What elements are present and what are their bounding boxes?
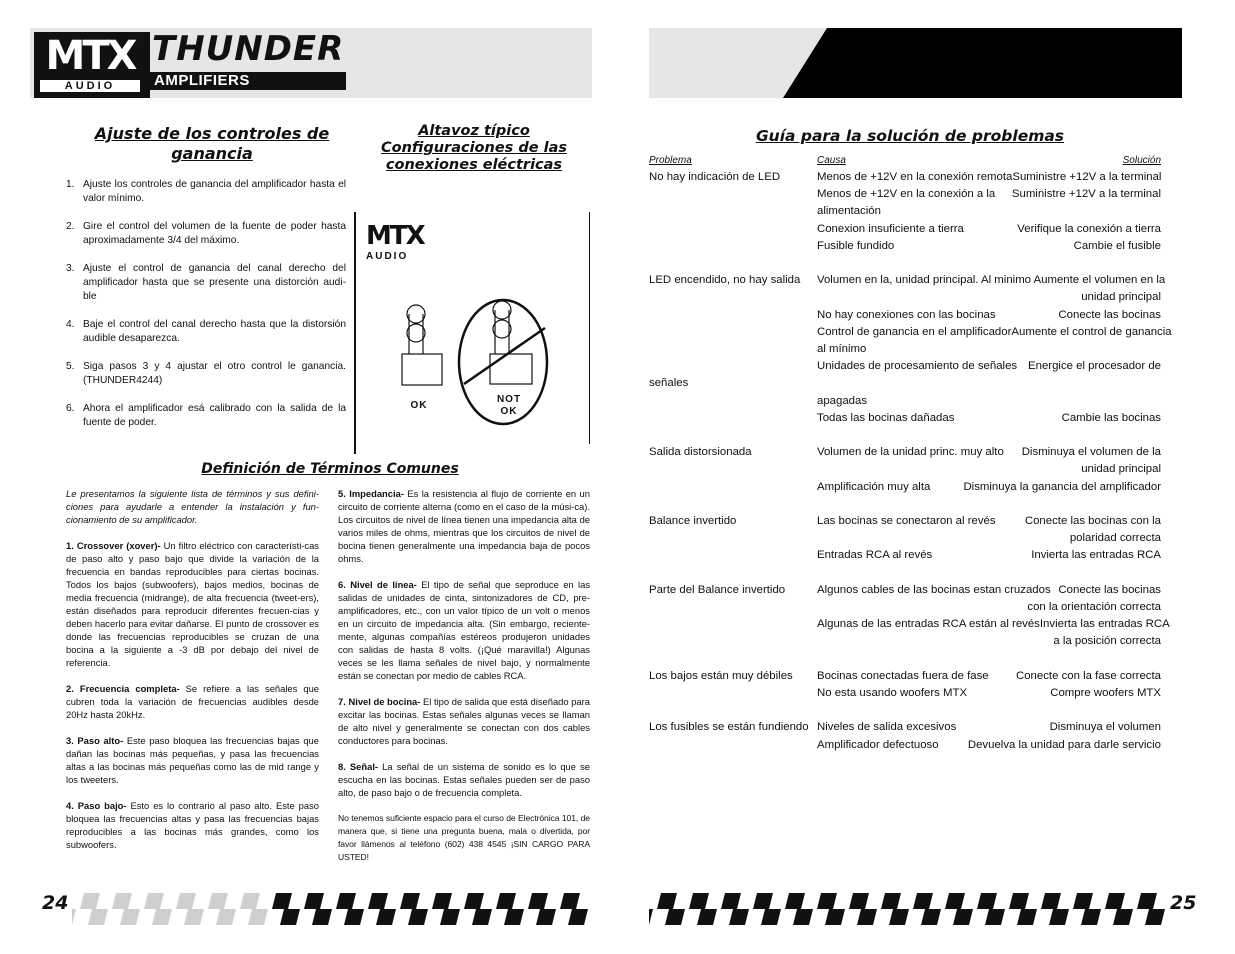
mtx-logo-audio: AUDIO xyxy=(40,80,140,92)
step-number: 5. xyxy=(66,361,75,372)
list-item xyxy=(66,318,346,346)
table-row xyxy=(649,272,1173,375)
term-head: 2. Frecuencia completa- xyxy=(66,683,180,694)
terms-section-title: Definición de Términos Comunes xyxy=(201,461,459,477)
cause-cell: Menos de +12V en la conexión a la xyxy=(817,188,996,201)
step-text: Ajuste los controles de ganancia del amplificador hasta el valor mínimo. xyxy=(83,179,346,204)
cause-cell: apagadas xyxy=(817,394,868,407)
problem-cell: Salida distorsionada xyxy=(649,446,752,459)
thunder-brand: THUNDER xyxy=(152,29,345,69)
troubleshooting-table xyxy=(649,152,1173,754)
gain-steps-list xyxy=(66,178,346,444)
problem-cell: señales xyxy=(649,377,689,390)
cause-cell: Algunos cables de las bocinas estan cruzados xyxy=(817,583,1051,596)
cause-cell: Conexion insuficiente a tierra xyxy=(817,222,964,235)
list-item xyxy=(66,178,346,206)
step-text: Baje el control del canal derecho hasta que la distorsión audible desaparezca. xyxy=(83,319,346,344)
step-text: Ajuste el control de ganancia del canal derecho del amplificador hasta que se presente una distorción audi-ble xyxy=(83,263,346,302)
solution-cell: con la orientación correcta xyxy=(1027,601,1161,614)
step-number: 2. xyxy=(66,221,75,232)
term-head: 4. Paso bajo- xyxy=(66,800,127,811)
step-number: 3. xyxy=(66,263,75,274)
gain-section-title: Ajuste de los controles de ganancia xyxy=(94,124,330,163)
list-item xyxy=(66,402,346,430)
closing-note: No tenemos suficiente espacio para el curso de Electrónica 101, de manera que, si tiene una pregunta buena, mala o divertida, por favor llámenos al teléfono (602) 438 4545 ¡SIN CARGO PARA USTED! xyxy=(338,813,590,862)
term-head: 6. Nivel de línea- xyxy=(338,579,417,590)
table-row xyxy=(649,393,1173,427)
header-black-wedge xyxy=(649,28,1182,98)
solution-cell: unidad principal xyxy=(1081,291,1161,304)
term-text: Este paso bloquea las frecuencias bajas que dañan las bocinas más pequeñas, y pasa las frecuencias altas a las bocinas más pequeñas como las de mid range y los tweeters. xyxy=(66,735,319,785)
term-text: Se refiere a las señales que cubren toda la variación de frecuencias audibles desde 20Hz hasta 20kHz. xyxy=(66,683,319,720)
list-item xyxy=(66,262,346,304)
cause-cell: No hay conexiones con las bocinas xyxy=(817,308,996,321)
problem-cell: LED encendido, no hay salida xyxy=(649,274,801,287)
ok-label: OK xyxy=(410,400,428,411)
solution-cell: Conecte las bocinas con la xyxy=(1024,515,1161,528)
problem-cell: Parte del Balance invertido xyxy=(649,583,786,596)
checkered-footer-left xyxy=(72,893,591,925)
solution-cell: Disminuya la ganancia del amplificador xyxy=(963,480,1161,493)
step-text: Siga pasos 3 y 4 ajustar el otro control le ganancia. (THUNDER4244) xyxy=(83,361,346,386)
solution-cell: Cambie el fusible xyxy=(1073,239,1161,252)
term-text: El tipo de señal que seproduce en las salidas de unidades de cinta, sintonizadores de CD, pre-amplificadores, etc., con un valor típico de un volt o menos en un circuito de impedancia alta. (Sin embargo, reciente-mente, algunas compañías estéreos produjeron unidades con salidas de hasta 8 volts. (¡Qué maravilla!) Algunas veces se les llama señales de nivel bajo, y normalmente están se conectan por medio de cables RCA. xyxy=(338,579,591,681)
term-item xyxy=(66,682,319,721)
term-head: 5. Impedancia- xyxy=(338,488,404,499)
term-item xyxy=(338,760,590,799)
ok-wiring xyxy=(402,305,442,385)
term-item xyxy=(338,487,590,565)
cause-cell: Amplificación muy alta xyxy=(817,480,931,493)
step-number: 6. xyxy=(66,403,75,414)
cause-cell: Entradas RCA al revés xyxy=(817,549,933,562)
speaker-section-title: Altavoz típico Configuraciones de las conexiones eléctricas xyxy=(381,123,567,173)
solution-cell: unidad principal xyxy=(1081,463,1161,476)
cause-cell: al mínimo xyxy=(817,343,867,356)
solution-cell: Disminuya el volumen xyxy=(1049,721,1161,734)
solution-cell: Verifique la conexión a tierra xyxy=(1017,222,1161,235)
term-head: 1. Crossover (xover)- xyxy=(66,540,161,551)
cause-cell: alimentación xyxy=(817,205,881,218)
right-header-band xyxy=(649,28,1182,98)
mtx-logo-text: MTX xyxy=(45,33,135,79)
solution-cell: Cambie las bocinas xyxy=(1061,411,1161,424)
terms-column-left xyxy=(66,487,319,864)
cause-cell: Niveles de salida excesivos xyxy=(817,721,957,734)
cause-cell: Bocinas conectadas fuera de fase xyxy=(817,669,989,682)
step-number: 4. xyxy=(66,319,75,330)
term-head: 3. Paso alto- xyxy=(66,735,124,746)
cause-cell: Las bocinas se conectaron al revés xyxy=(817,515,996,528)
terms-column-right xyxy=(338,487,590,877)
cause-cell: No esta usando woofers MTX xyxy=(817,687,968,700)
problem-cell: No hay indicación de LED xyxy=(649,171,781,183)
problem-cell: Los bajos están muy débiles xyxy=(649,669,793,682)
cause-cell: Unidades de procesamiento de señales xyxy=(817,360,1018,373)
table-row xyxy=(649,582,1173,651)
solution-cell: polaridad correcta xyxy=(1069,532,1161,545)
cause-cell: Volumen de la unidad princ. muy alto xyxy=(817,446,1004,459)
page-number-right: 25 xyxy=(1170,892,1197,914)
term-head: 7. Nivel de bocina- xyxy=(338,696,421,707)
cause-cell: Todas las bocinas dañadas xyxy=(817,411,955,424)
solution-cell: Compre woofers MTX xyxy=(1050,687,1161,700)
column-divider xyxy=(354,212,356,454)
table-header xyxy=(649,152,1173,169)
terms-intro: Le presentamos la siguiente lista de términos y sus defini-ciones para ayudarle a entender la instalación y fun-cionamiento de su amplificador. xyxy=(66,488,319,525)
solution-cell: Conecte con la fase correcta xyxy=(1016,669,1161,682)
term-item xyxy=(66,734,319,786)
table-row xyxy=(649,169,1173,255)
term-item xyxy=(66,539,319,669)
cause-cell: Menos de +12V en la conexión remota xyxy=(817,171,1013,183)
table-row xyxy=(649,375,1173,392)
cause-cell: Control de ganancia en el amplificadorAumente el control de ganancia xyxy=(817,325,1172,338)
solution-cell: Disminuya el volumen de la xyxy=(1021,446,1161,459)
solution-cell: a la posición correcta xyxy=(1053,635,1161,648)
solution-cell: Conecte las bocinas xyxy=(1058,583,1161,596)
term-text: Es la resistencia al flujo de corriente en un circuito de corriente alterna (como en el caso de la músi-ca). Los circuitos de nivel de línea tienen una impedancia alta de varios miles de ohms, mientras que los circuitos de nivel de bocina tienen generalmente una impedancia baja de pocos ohms. xyxy=(338,488,590,564)
solution-cell: Invierta las entradas RCA xyxy=(1039,618,1170,631)
term-text: Esto es lo contrario al paso alto. Este paso bloquea las frecuencias altas y pasa las frecuencias bajas reproducibles a las bocinas más grandes, como los subwoofers. xyxy=(66,800,319,850)
page-number-left: 24 xyxy=(42,892,69,914)
amplifiers-label: AMPLIFIERS xyxy=(150,72,346,90)
mtx-mini-logo-audio: AUDIO xyxy=(366,251,409,262)
list-item xyxy=(66,360,346,388)
solution-cell: Devuelva la unidad para darle servicio xyxy=(967,738,1161,751)
term-head: 8. Señal- xyxy=(338,761,379,772)
cause-cell: Fusible fundido xyxy=(817,239,895,252)
term-item xyxy=(338,695,590,747)
not-ok-label-line1: NOT xyxy=(496,394,522,405)
problem-cell: Los fusibles se están fundiendo xyxy=(649,721,809,734)
term-item xyxy=(66,799,319,851)
step-text: Ahora el amplificador esá calibrado con la salida de la fuente de poder. xyxy=(83,403,346,428)
solution-cell: Invierta las entradas RCA xyxy=(1031,549,1161,562)
checkered-footer-right xyxy=(649,893,1168,925)
mtx-mini-logo: MTX xyxy=(366,221,424,251)
term-text: Un filtro eléctrico con característi-cas de paso alto y paso bajo que divide la variación de la frecuencia en bandas reproducibles para ciertas bocinas. Todos los bajos (subwoofers), bajos medios, bocinas de media frecuencia (midrange), de alta frecuencia (tweet-ers), están diseñados para reproducir diferentes frecuen-cias y deben hacerlo para evitar dañarse. El punto de crossover es donde las frecuencias reproducibles se cruzan de una bocina a la siguiente a -3 dB por debajo del nivel de referencia. xyxy=(66,540,319,668)
not-ok-label xyxy=(482,394,536,418)
header-solution: Solución xyxy=(1122,155,1161,166)
table-row xyxy=(649,668,1173,702)
header-cause: Causa xyxy=(817,155,846,166)
solution-cell: Suministre +12V a la terminal xyxy=(1011,188,1161,201)
cause-cell: Volumen en la, unidad principal. Al minimo Aumente el volumen en la xyxy=(817,274,1166,287)
table-row xyxy=(649,513,1173,565)
step-text: Gire el control del volumen de la fuente de poder hasta aproximadamente 3/4 del máximo. xyxy=(83,221,346,246)
term-text: El tipo de salida que está diseñado para excitar las bocinas. Estas señales algunas veces se llaman de alto nivel y generalmente se conectan con dos cables conductores para bocinas. xyxy=(338,696,590,746)
cause-cell: Amplificador defectuoso xyxy=(817,738,939,751)
troubleshooting-title: Guía para la solución de problemas xyxy=(755,127,1065,145)
term-item xyxy=(338,578,590,682)
problem-cell: Balance invertido xyxy=(649,515,737,528)
solution-cell: Suministre +12V a la terminal xyxy=(1012,171,1162,183)
term-text: La señal de un sistema de sonido es lo que se escucha en las bocinas. Estas señales pueden ser de paso alto, de paso bajo o de frecuencia completa. xyxy=(338,761,590,798)
solution-cell: Conecte las bocinas xyxy=(1058,308,1161,321)
list-item xyxy=(66,220,346,248)
header-problem: Problema xyxy=(649,155,692,166)
step-number: 1. xyxy=(66,179,75,190)
cause-cell: Algunas de las entradas RCA están al revés xyxy=(817,618,1040,631)
not-ok-label-line2: OK xyxy=(500,406,518,417)
table-row xyxy=(649,719,1173,753)
solution-cell: Energice el procesador de xyxy=(1028,360,1161,373)
table-row xyxy=(649,444,1173,496)
